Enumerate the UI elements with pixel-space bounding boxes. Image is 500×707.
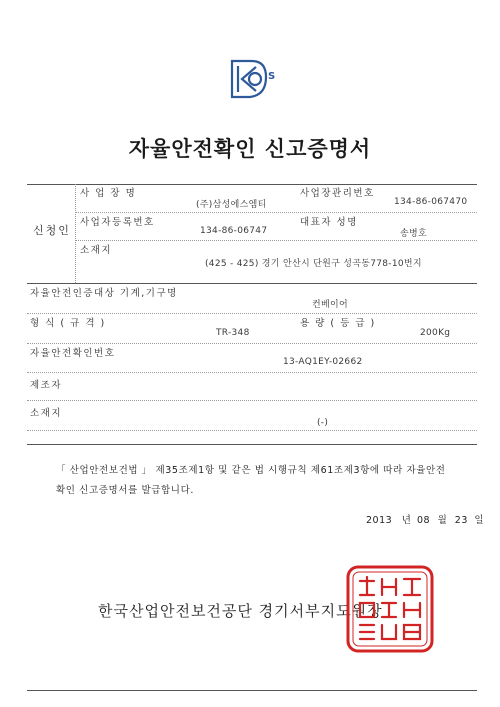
target-machine-label: 자율안전인증대상 기계,기구명 — [30, 288, 178, 299]
issuer-name: 한국산업안전보건공단 경기서부지도원장 — [98, 602, 383, 620]
site-mgmt-no-label: 사업장관리번호 — [300, 188, 375, 199]
row-divider — [27, 430, 477, 431]
section-rule — [27, 283, 477, 284]
row-divider — [75, 212, 477, 213]
official-seal-icon — [346, 565, 434, 653]
row-divider — [27, 343, 477, 344]
date-month-unit: 월 — [437, 515, 448, 526]
kcs-sub-text: S — [268, 71, 276, 82]
row-divider — [27, 400, 477, 401]
address-label: 소재지 — [80, 245, 113, 256]
applicant-label: 신청인 — [33, 224, 71, 237]
date-day-unit: 일 — [474, 515, 485, 526]
ceo-label: 대표자 성명 — [300, 217, 358, 228]
business-name-value: (주)삼성에스엠티 — [196, 200, 267, 210]
kcs-mark-icon — [232, 61, 266, 97]
document-title: 자율안전확인 신고증명서 — [128, 137, 372, 161]
date-year: 2013 — [366, 515, 393, 526]
cert-no-value: 13-AQ1EY-02662 — [283, 357, 363, 367]
applicant-column-divider — [75, 184, 76, 283]
mfr-address-value: (-) — [317, 418, 329, 428]
statement-line-1: 「 산업안전보건법 」 제35조제1항 및 같은 법 시행규칙 제61조제3항에 따라 자율안전 — [56, 465, 446, 476]
target-machine-value: 컨베이어 — [312, 300, 348, 310]
capacity-value: 200Kg — [420, 328, 451, 338]
biz-reg-no-value: 134-86-06747 — [200, 226, 268, 236]
row-divider — [27, 372, 477, 373]
date-month: 08 — [416, 515, 431, 526]
date-day: 23 — [454, 515, 468, 526]
manufacturer-label: 제조자 — [30, 380, 63, 391]
row-divider — [75, 240, 477, 241]
address-value: (425 - 425) 경기 안산시 단원구 성곡동778-10번지 — [205, 259, 422, 269]
model-value: TR-348 — [216, 328, 250, 338]
business-name-label: 사 업 장 명 — [80, 188, 137, 199]
site-mgmt-no-value: 134-86-067470 — [394, 197, 468, 207]
model-label: 형 식 ( 규 격 ) — [30, 318, 106, 329]
statement-line-2: 확인 신고증명서를 발급합니다. — [56, 485, 194, 496]
issue-date — [366, 512, 484, 526]
ceo-value: 송병호 — [400, 229, 427, 239]
page-bottom-rule — [27, 690, 477, 691]
row-divider — [27, 313, 477, 314]
capacity-label: 용 량 ( 등 급 ) — [300, 318, 376, 329]
cert-no-label: 자율안전확인번호 — [30, 348, 116, 359]
mfr-address-label: 소재지 — [30, 408, 63, 419]
date-year-unit: 년 — [401, 515, 412, 526]
biz-reg-no-label: 사업자등록번호 — [80, 217, 155, 228]
table-bottom-rule — [27, 444, 477, 445]
kcs-logo — [228, 57, 278, 101]
